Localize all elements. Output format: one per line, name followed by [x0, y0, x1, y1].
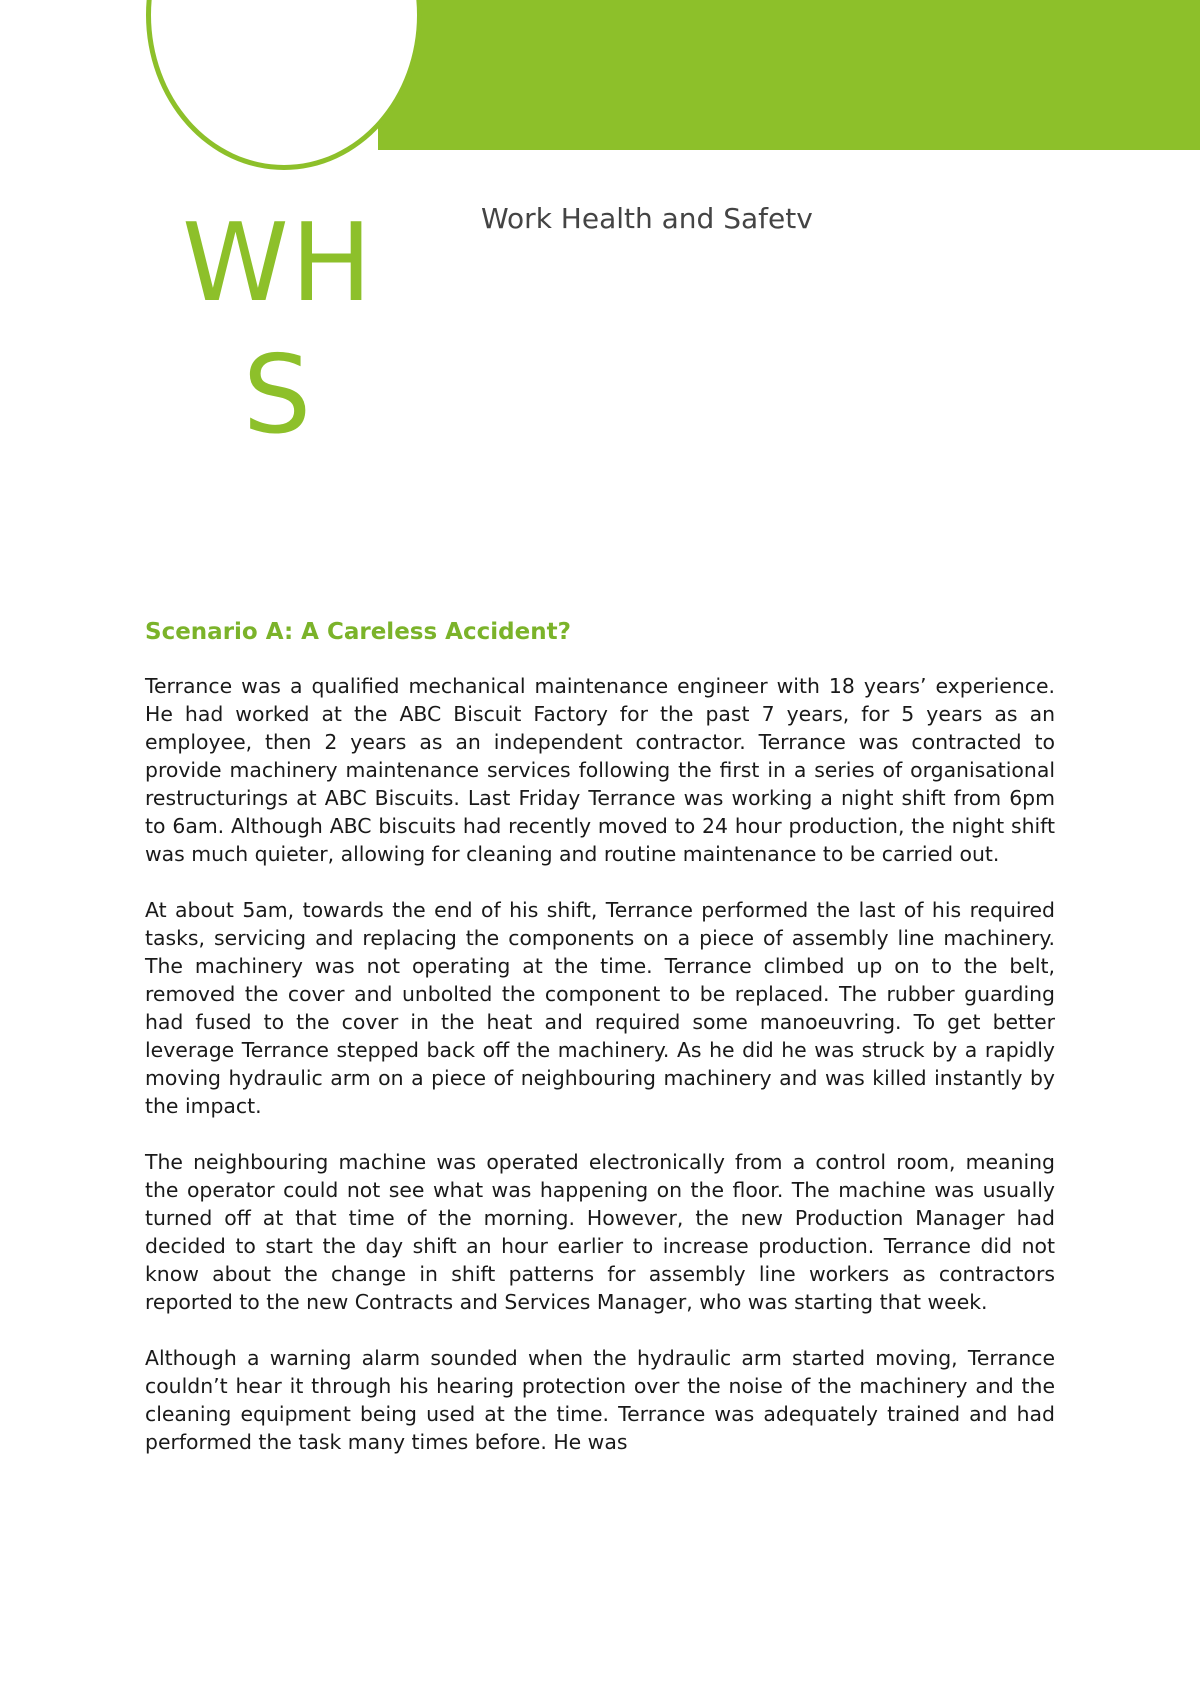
- logo-line-s: S: [242, 333, 314, 458]
- whs-logo: [178, 198, 378, 462]
- paragraph-1: Terrance was a qualified mechanical maintenance engineer with 18 years’ experience. He had worked at the ABC Biscuit Factory for the past 7 years, for 5 years as an employee, then 2 years as an independent contractor. Terrance was contracted to provide machinery maintenance services following the first in a series of organisational restructurings at ABC Biscuits. Last Friday Terrance was working a night shift from 6pm to 6am. Although ABC biscuits had recently moved to 24 hour production, the night shift was much quieter, allowing for cleaning and routine maintenance to be carried out.: [145, 674, 1055, 866]
- paragraph-2: At about 5am, towards the end of his shift, Terrance performed the last of his required tasks, servicing and replacing the components on a piece of assembly line machinery. The machinery was not operating at the time. Terrance climbed up on to the belt, removed the cover and unbolted the component to be replaced. The rubber guarding had fused to the cover in the heat and required some manoeuvring. To get better leverage Terrance stepped back off the machinery. As he did he was struck by a rapidly moving hydraulic arm on a piece of neighbouring machinery and was killed instantly by the impact.: [145, 898, 1055, 1118]
- scenario-heading: Scenario A: A Careless Accident?: [145, 619, 571, 645]
- paragraph-3: The neighbouring machine was operated electronically from a control room, meaning the operator could not see what was happening on the floor. The machine was usually turned off at that time of the morning. However, the new Production Manager had decided to start the day shift an hour earlier to increase production. Terrance did not know about the change in shift patterns for assembly line workers as contractors reported to the new Contracts and Services Manager, who was starting that week.: [145, 1150, 1055, 1314]
- scenario-section: [145, 614, 1055, 1484]
- document-title: Work Health and Safetv: [481, 202, 813, 235]
- paragraph-4: Although a warning alarm sounded when the hydraulic arm started moving, Terrance couldn’t hear it through his hearing protection over the noise of the machinery and the cleaning equipment being used at the time. Terrance was adequately trained and had performed the task many times before. He was: [145, 1346, 1055, 1454]
- header-green-band: [378, 0, 1200, 150]
- logo-line-wh: WH: [182, 201, 374, 326]
